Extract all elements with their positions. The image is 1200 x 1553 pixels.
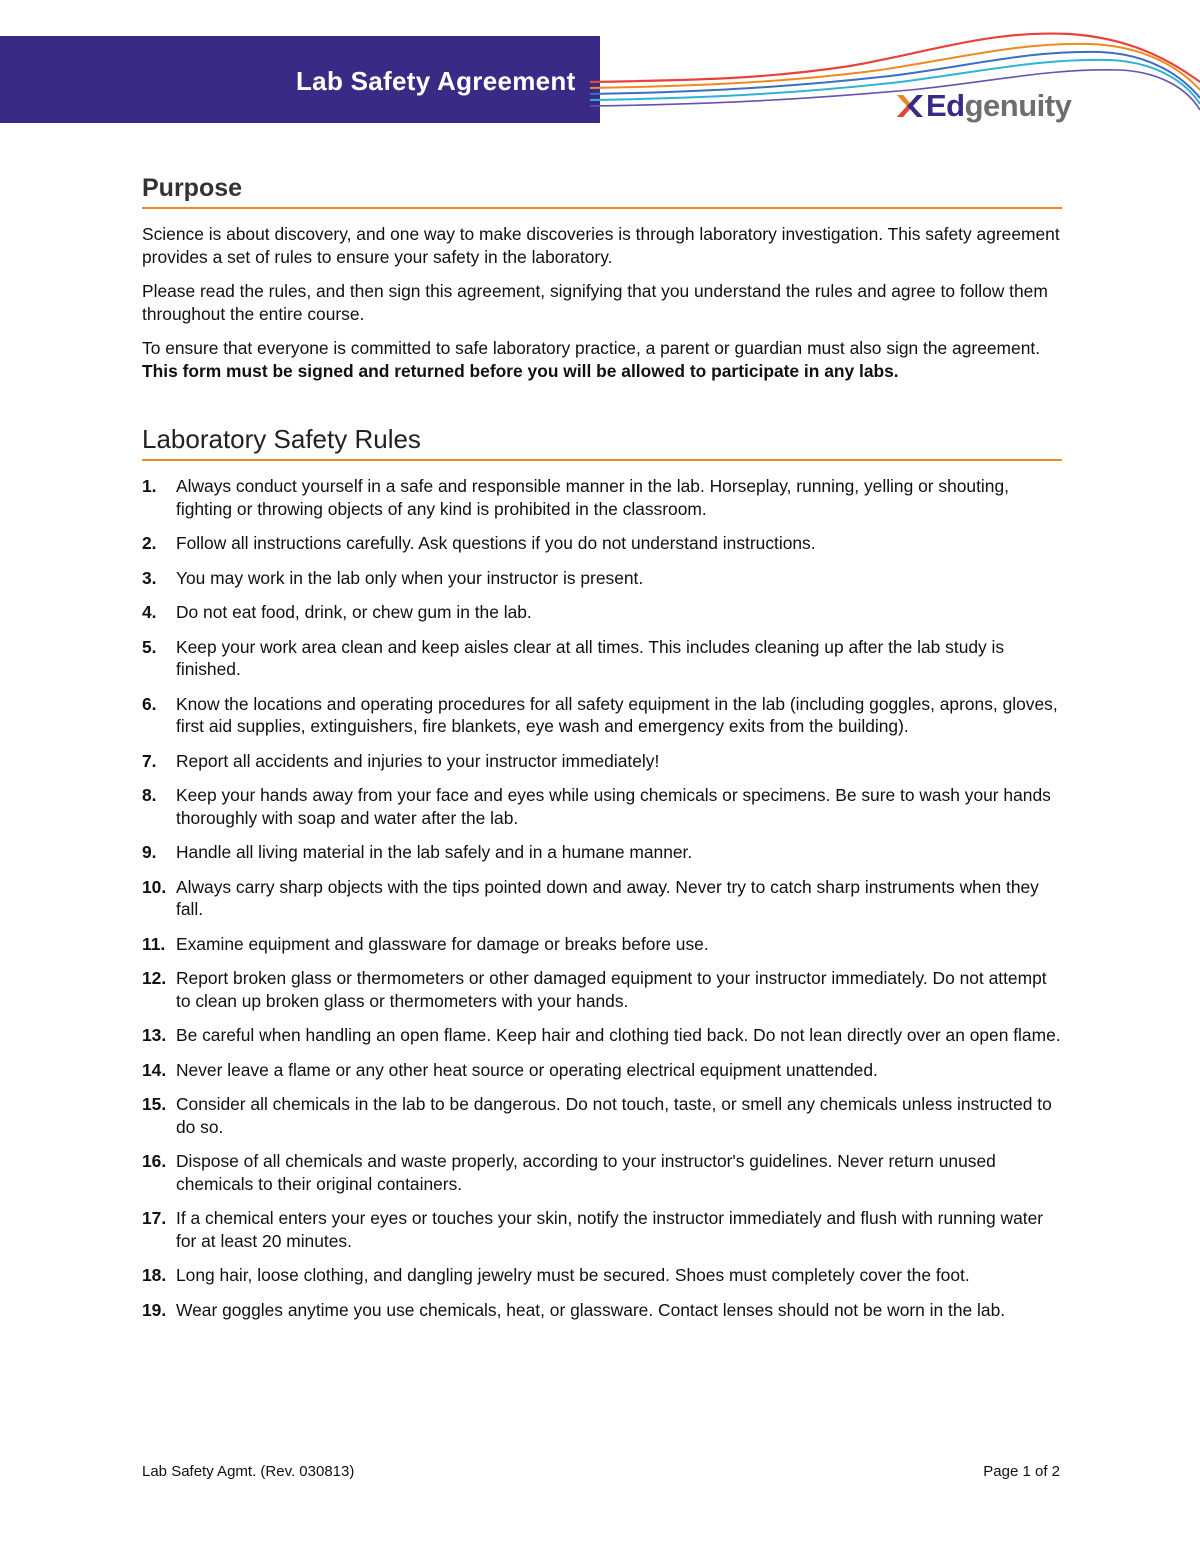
- rule-text: Never leave a flame or any other heat source or operating electrical equipment unattended.: [176, 1059, 878, 1080]
- logo-wordmark: [926, 88, 1071, 124]
- rule-item: [142, 1299, 1062, 1322]
- rule-text: Report all accidents and injuries to your instructor immediately!: [176, 750, 660, 771]
- purpose-paragraph-2: Please read the rules, and then sign this agreement, signifying that you understand the rules and agree to follow them throughout the entire course.: [142, 281, 1048, 324]
- purpose-paragraph-3-bold: This form must be signed and returned before you will be allowed to participate in any labs.: [142, 360, 899, 381]
- rule-text: Keep your work area clean and keep aisles clear at all times. This includes cleaning up after the lab study is finished.: [176, 636, 1005, 679]
- rule-item: [142, 933, 1062, 956]
- rule-item: [142, 693, 1062, 738]
- logo-text-ed: Ed: [926, 88, 965, 123]
- rule-number: 10.: [142, 876, 167, 897]
- rule-item: [142, 601, 1062, 624]
- rule-text: Long hair, loose clothing, and dangling jewelry must be secured. Shoes must completely cover the foot.: [176, 1265, 970, 1285]
- rule-item: [142, 567, 1062, 590]
- rule-item: [142, 532, 1062, 555]
- logo-text-genuity: genuity: [964, 88, 1072, 123]
- rules-heading: Laboratory Safety Rules: [142, 424, 1062, 461]
- rule-item: [142, 1150, 1062, 1195]
- rule-text: Wear goggles anytime you use chemicals, heat, or glassware. Contact lenses should not be worn in the lab.: [176, 1299, 1006, 1320]
- rule-number: 8.: [142, 785, 157, 805]
- rule-item: [142, 1059, 1062, 1082]
- rule-text: Keep your hands away from your face and eyes while using chemicals or specimens. Be sure to wash your hands thoroughly with soap and water after the lab.: [176, 785, 1051, 828]
- rule-number: 18.: [142, 1265, 167, 1285]
- rule-number: 6.: [142, 693, 157, 714]
- rule-text: Know the locations and operating procedures for all safety equipment in the lab (including goggles, aprons, gloves, first aid supplies, extinguishers, fire blankets, eye wash and emergency exits from the building).: [176, 693, 1058, 736]
- rule-number: 4.: [142, 602, 157, 622]
- footer-revision: Lab Safety Agmt. (Rev. 030813): [142, 1463, 355, 1480]
- purpose-paragraph-3: [142, 337, 1062, 382]
- rule-number: 1.: [142, 476, 157, 496]
- purpose-paragraph-1: Science is about discovery, and one way to make discoveries is through laboratory investigation. This safety agreement provides a set of rules to ensure your safety in the laboratory.: [142, 224, 1060, 267]
- rule-text: Consider all chemicals in the lab to be dangerous. Do not touch, taste, or smell any chemicals unless instructed to do so.: [176, 1094, 1052, 1137]
- rule-number: 3.: [142, 567, 157, 588]
- rule-item: [142, 967, 1062, 1012]
- rule-number: 9.: [142, 842, 157, 862]
- rule-number: 16.: [142, 1151, 167, 1171]
- rule-item: [142, 784, 1062, 829]
- page-title: Lab Safety Agreement: [296, 66, 576, 96]
- rules-list: [142, 475, 1062, 1321]
- rule-text: Handle all living material in the lab safely and in a humane manner.: [176, 842, 693, 862]
- rule-text: Be careful when handling an open flame. Keep hair and clothing tied back. Do not lean directly over an open flame.: [176, 1025, 1061, 1045]
- rule-number: 17.: [142, 1208, 167, 1228]
- rule-item: [142, 750, 1062, 773]
- rule-item: [142, 1024, 1062, 1047]
- rule-text: You may work in the lab only when your instructor is present.: [176, 567, 644, 588]
- rule-text: Dispose of all chemicals and waste properly, according to your instructor's guidelines. Never return unused chemicals to their original containers.: [176, 1151, 996, 1194]
- purpose-heading: Purpose: [142, 174, 1062, 209]
- rule-text: If a chemical enters your eyes or touches your skin, notify the instructor immediately and flush with running water for at least 20 minutes.: [176, 1208, 1044, 1251]
- rule-number: 12.: [142, 968, 167, 988]
- footer-page-number: Page 1 of 2: [983, 1463, 1060, 1480]
- document-body: [142, 174, 1062, 1333]
- rule-number: 7.: [142, 750, 157, 771]
- rule-number: 11.: [142, 933, 166, 954]
- rule-item: [142, 1264, 1062, 1287]
- rule-number: 13.: [142, 1025, 167, 1045]
- edgenuity-x-icon: [894, 91, 924, 121]
- edgenuity-logo: [894, 86, 1071, 126]
- rule-item: [142, 876, 1062, 921]
- rule-item: [142, 475, 1062, 520]
- rule-item: [142, 1207, 1062, 1252]
- rule-text: Examine equipment and glassware for damage or breaks before use.: [176, 933, 709, 954]
- rule-item: [142, 1093, 1062, 1138]
- rule-number: 2.: [142, 533, 157, 553]
- rule-text: Always conduct yourself in a safe and responsible manner in the lab. Horseplay, running, yelling or shouting, fighting or throwing objects of any kind is prohibited in the classroom.: [176, 476, 1009, 519]
- rule-item: [142, 636, 1062, 681]
- rule-number: 14.: [142, 1059, 167, 1080]
- rule-number: 15.: [142, 1094, 167, 1114]
- rule-number: 19.: [142, 1299, 167, 1320]
- purpose-paragraph-3-text: To ensure that everyone is committed to safe laboratory practice, a parent or guardian must also sign the agreement.: [142, 338, 1041, 358]
- rule-text: Follow all instructions carefully. Ask questions if you do not understand instructions.: [176, 533, 816, 553]
- rule-text: Always carry sharp objects with the tips pointed down and away. Never try to catch sharp instruments when they fall.: [176, 876, 1039, 919]
- rule-text: Report broken glass or thermometers or other damaged equipment to your instructor immediately. Do not attempt to clean up broken glass or thermometers with your hands.: [176, 968, 1047, 1011]
- rule-item: [142, 841, 1062, 864]
- rule-number: 5.: [142, 636, 157, 657]
- rule-text: Do not eat food, drink, or chew gum in the lab.: [176, 602, 532, 622]
